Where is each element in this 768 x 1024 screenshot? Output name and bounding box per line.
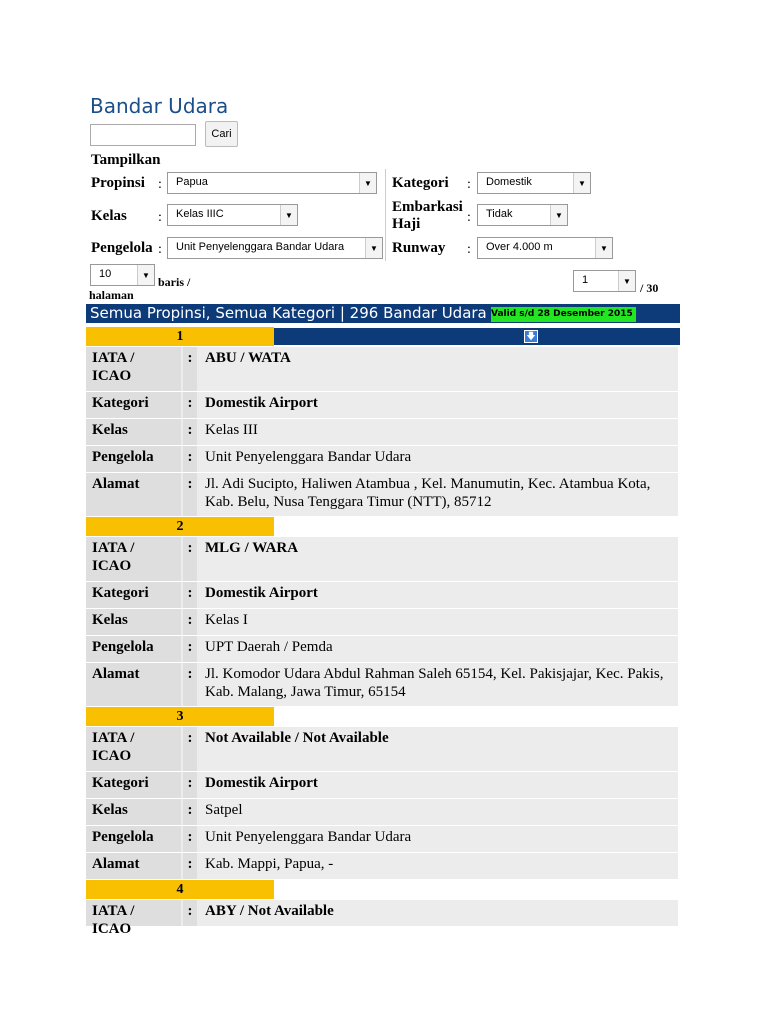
alamat-value: Kab. Mappi, Papua, - [199,853,678,879]
airport-row-iata-icao [86,900,678,937]
kelas-value: Kelas I [199,609,678,635]
chevron-down-icon: ▼ [280,205,297,225]
airport-row-kategori [86,582,678,608]
alamat-label: Alamat [86,473,181,516]
iata-label: IATA / [92,350,135,366]
rows-label: baris / [158,275,191,289]
download-bar [274,328,680,345]
airport-row-pengelola [86,826,678,852]
kelas-value: Kelas IIIC [176,208,224,220]
chevron-down-icon: ▼ [595,238,612,258]
iata-icao-value: MLG / WARA [199,537,678,581]
alamat-label: Alamat [86,853,181,879]
airport-row-iata-icao [86,537,678,581]
alamat-value: Jl. Komodor Udara Abdul Rahman Saleh 65154, Kel. Pakisjajar, Kec. Pakis, Kab. Malang, Jawa Timur, 65154 [199,663,678,706]
runway-value: Over 4.000 m [486,241,553,253]
airport-row-alamat [86,663,678,706]
iata-label: IATA / [92,540,135,556]
pengelola-value: Unit Penyelenggara Bandar Udara [199,826,678,852]
pengelola-label: Pengelola [86,446,181,472]
chevron-down-icon: ▼ [618,271,635,291]
airport-number: 4 [86,880,274,899]
colon: : [158,177,162,192]
iata-icao-label [86,900,181,937]
iata-icao-value: Not Available / Not Available [199,727,678,771]
colon: : [183,663,197,706]
propinsi-label: Propinsi [91,175,145,191]
pengelola-label: Pengelola [86,826,181,852]
chevron-down-icon: ▼ [550,205,567,225]
chevron-down-icon: ▼ [137,265,154,285]
kategori-label: Kategori [86,772,181,798]
colon: : [183,473,197,516]
kategori-value: Domestik Airport [199,772,678,798]
colon: : [467,177,471,192]
iata-icao-label [86,537,181,581]
kategori-select[interactable] [477,172,591,194]
colon: : [183,826,197,852]
kategori-value: Domestik [486,176,532,188]
colon: : [158,210,162,225]
colon: : [183,772,197,798]
kelas-select[interactable] [167,204,298,226]
search-input[interactable] [90,124,196,146]
propinsi-value: Papua [176,176,208,188]
kelas-label: Kelas [86,799,181,825]
colon: : [183,900,197,926]
pengelola-value: UPT Daerah / Pemda [199,636,678,662]
colon: : [183,799,197,825]
colon: : [467,210,471,225]
pengelola-value: Unit Penyelenggara Bandar Udara [199,446,678,472]
airport-row-alamat [86,853,678,879]
rows-per-page-value: 10 [99,268,112,280]
airport-row-iata-icao [86,727,678,771]
alamat-value: Jl. Adi Sucipto, Haliwen Atambua , Kel. Manumutin, Kec. Atambua Kota, Kab. Belu, Nusa Tenggara Timur (NTT), 85712 [199,473,678,516]
kelas-label: Kelas [86,419,181,445]
colon: : [183,392,197,418]
airport-row-pengelola [86,446,678,472]
summary-text: Semua Propinsi, Semua Kategori | 296 Bandar Udara [90,304,487,322]
airport-row-kelas [86,419,678,445]
airport-row-pengelola [86,636,678,662]
colon: : [183,609,197,635]
kategori-value: Domestik Airport [199,582,678,608]
kategori-label: Kategori [86,582,181,608]
colon: : [183,582,197,608]
airport-row-kategori [86,772,678,798]
colon: : [183,537,197,581]
airport-row-iata-icao [86,347,678,391]
airport-row-kelas [86,609,678,635]
filter-divider [385,169,386,261]
kelas-value: Satpel [199,799,678,825]
kategori-value: Domestik Airport [199,392,678,418]
kategori-label: Kategori [86,392,181,418]
runway-label: Runway [392,240,446,256]
airport-row-kelas [86,799,678,825]
colon: : [183,727,197,771]
iata-label: IATA / [92,730,135,746]
iata-icao-label [86,727,181,771]
kelas-label: Kelas [91,208,127,224]
page-total: / 30 [640,281,659,295]
page-title: Bandar Udara [90,94,229,118]
icao-label: ICAO [92,368,132,384]
colon: : [183,853,197,879]
embarkasi-label-line2: Haji [392,216,421,232]
iata-icao-value: ABU / WATA [199,347,678,391]
chevron-down-icon: ▼ [365,238,382,258]
colon: : [467,242,471,257]
kategori-label: Kategori [392,175,449,191]
kelas-value: Kelas III [199,419,678,445]
alamat-label: Alamat [86,663,181,706]
filter-heading: Tampilkan [91,152,161,168]
page-select[interactable] [573,270,636,292]
valid-badge: Valid s/d 28 Desember 2015 [491,307,636,322]
iata-icao-label [86,347,181,391]
rows-per-page-select[interactable] [90,264,155,286]
embarkasi-label: Embarkasi [392,199,463,215]
iata-label: IATA / [92,903,135,919]
embarkasi-select[interactable] [477,204,568,226]
page-value: 1 [582,274,589,286]
pengelola-label: Pengelola [91,240,153,256]
pengelola-label: Pengelola [86,636,181,662]
chevron-down-icon: ▼ [573,173,590,193]
propinsi-select[interactable] [167,172,377,194]
search-button[interactable]: Cari [205,121,238,147]
airport-row-kategori [86,392,678,418]
icao-label: ICAO [92,558,132,574]
icao-label: ICAO [92,748,132,764]
kelas-label: Kelas [86,609,181,635]
colon: : [183,446,197,472]
airport-row-alamat [86,473,678,516]
chevron-down-icon: ▼ [359,173,376,193]
download-icon[interactable]: 🡇 [524,330,538,343]
runway-select[interactable] [477,237,613,259]
airport-number: 1 [86,327,274,346]
colon: : [183,636,197,662]
embarkasi-value: Tidak [486,208,513,220]
colon: : [183,347,197,391]
rows-label-2: halaman [89,288,134,302]
airport-number: 2 [86,517,274,536]
airport-number: 3 [86,707,274,726]
icao-label: ICAO [92,921,132,937]
pengelola-value: Unit Penyelenggara Bandar Udara [176,241,345,253]
colon: : [183,419,197,445]
colon: : [158,242,162,257]
pengelola-select[interactable] [167,237,383,259]
iata-icao-value: ABY / Not Available [199,900,678,926]
